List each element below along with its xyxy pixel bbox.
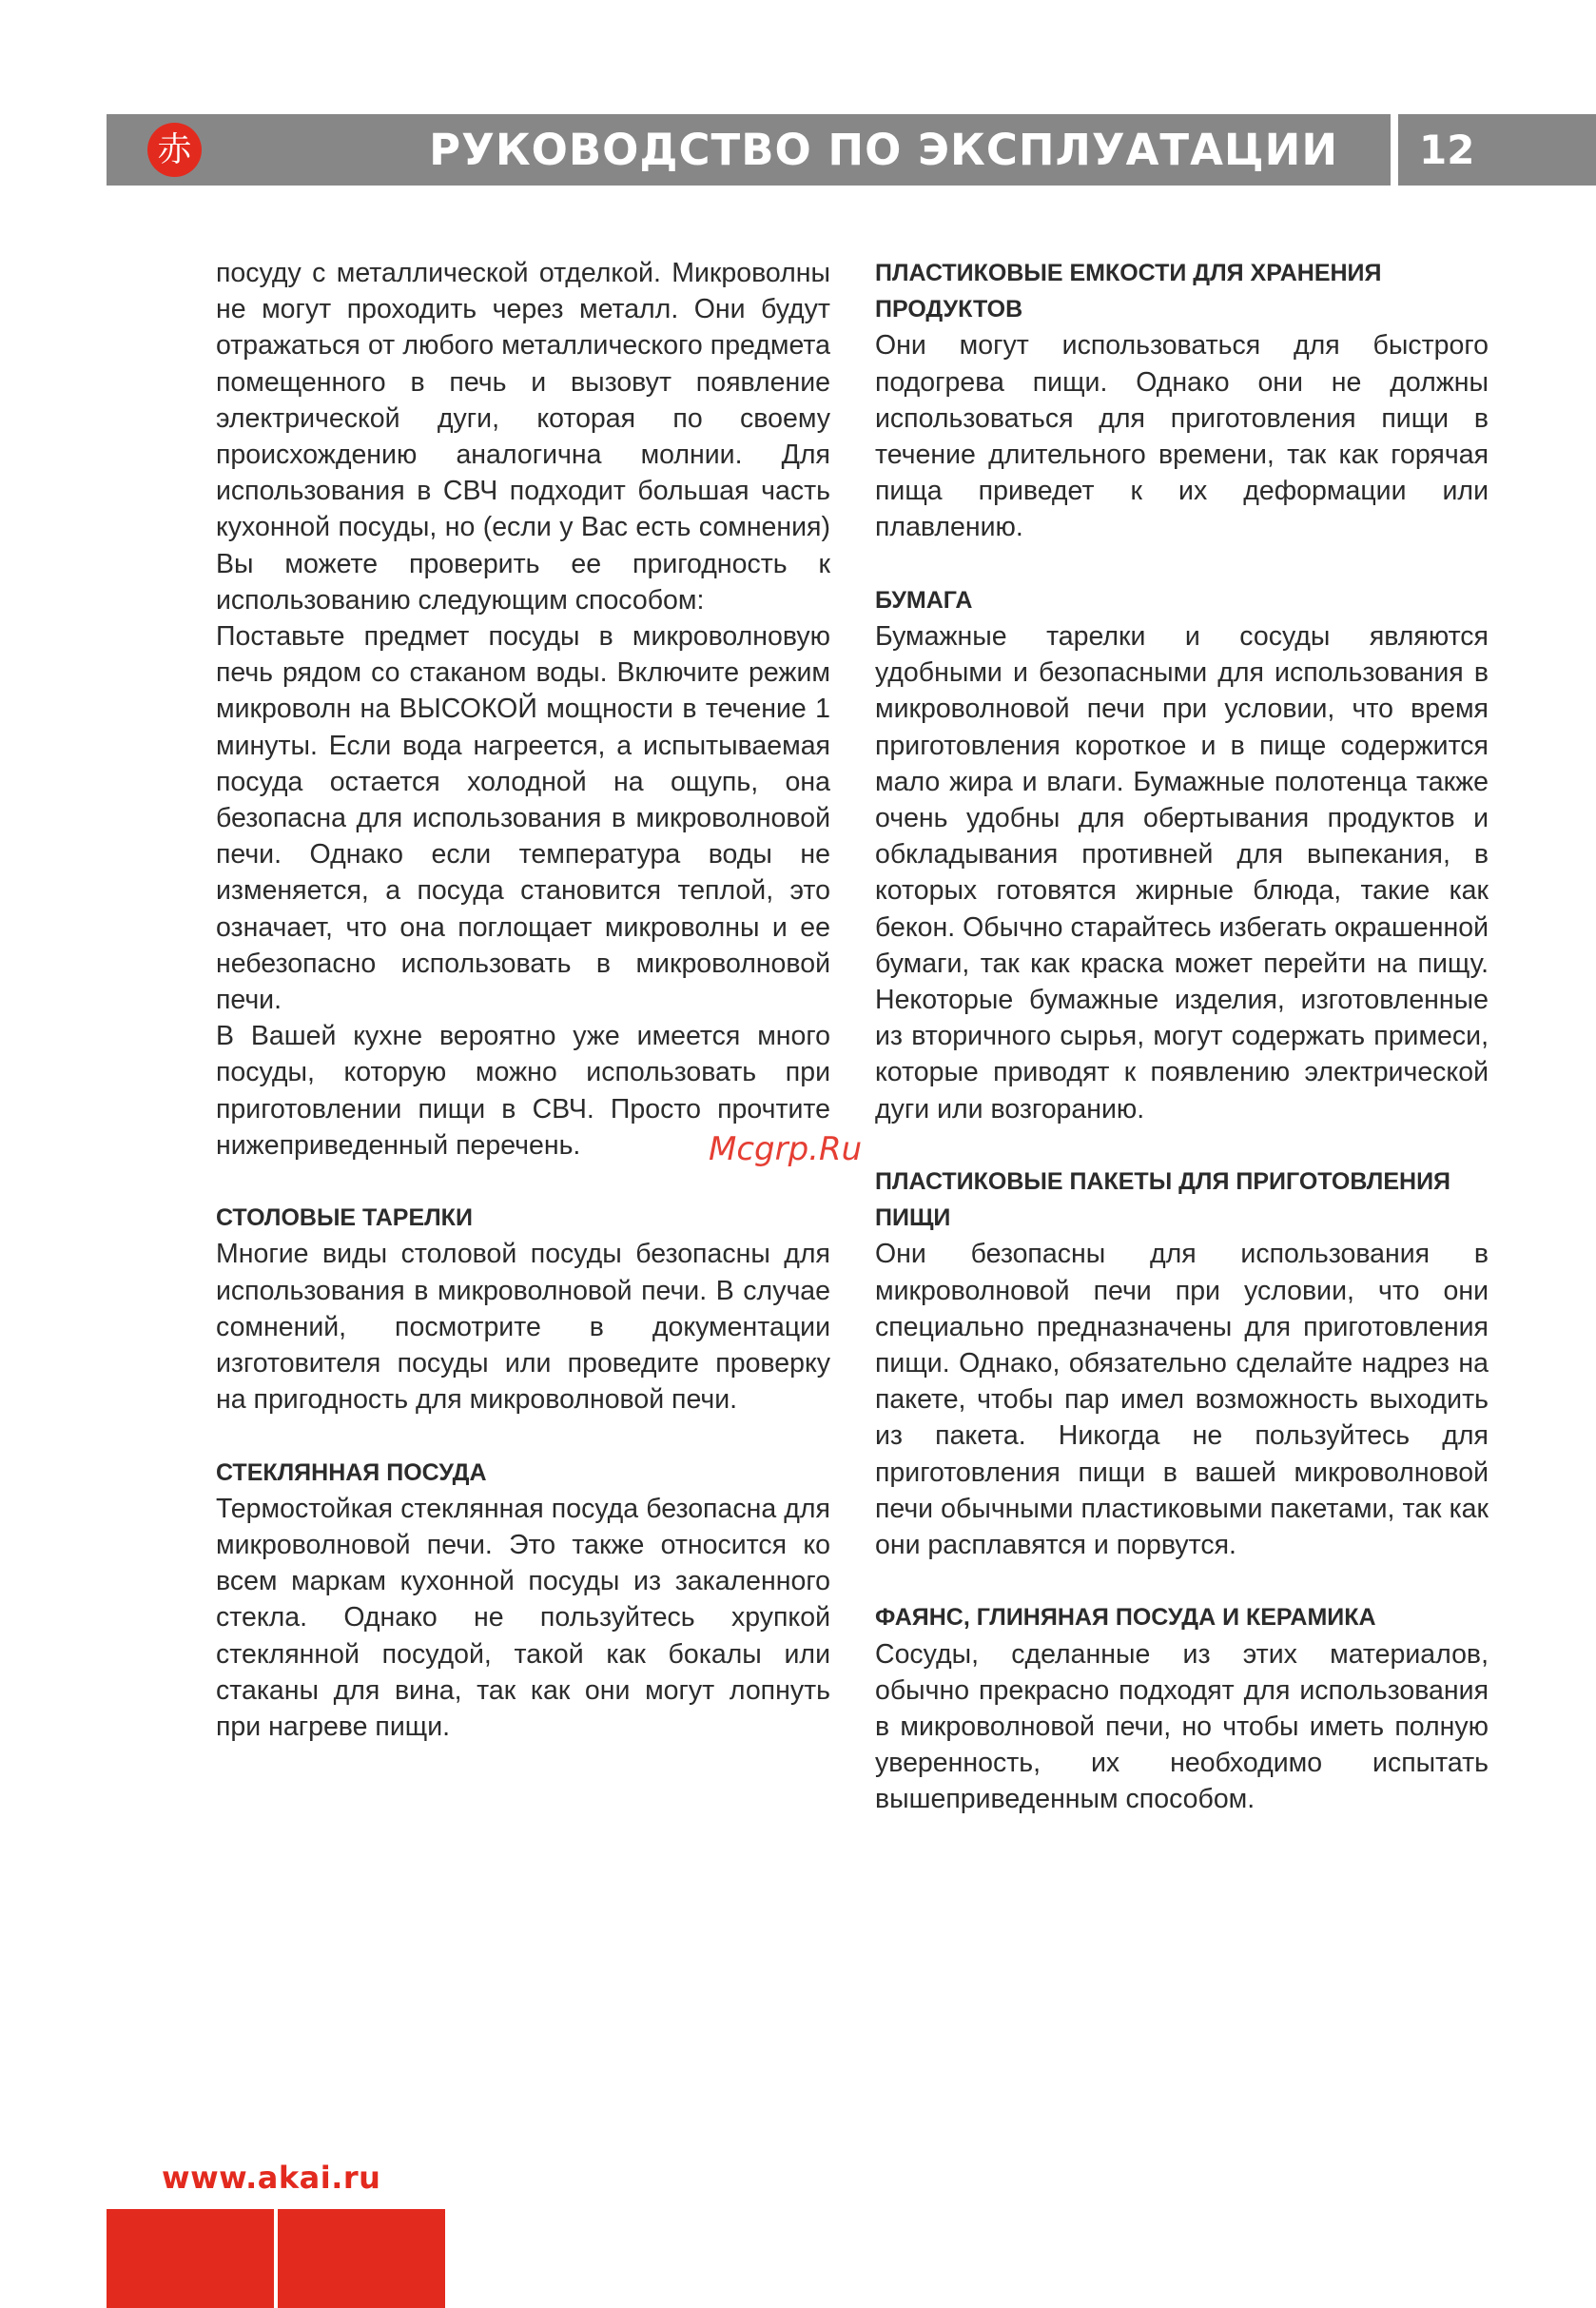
page-number-box <box>1398 114 1596 186</box>
spacer <box>875 546 1489 582</box>
glass-heading: СТЕКЛЯННАЯ ПОСУДА <box>216 1458 487 1486</box>
left-column <box>216 255 830 1745</box>
spacer <box>875 1127 1489 1164</box>
intro-paragraph: посуду с металлической отделкой. Микроволны не могут проходить через металл. Они будут отражаться от любого металлического предмета помещенного в печь и вызовут появление электрической дуги, которая по своему происхождению аналогична молнии. Для использования в СВЧ подходит большая часть кухонной посуды, но (если у Вас есть сомнения) Вы можете проверить ее пригодность к использованию следующим способом: <box>216 258 830 616</box>
ceramics-paragraph: Сосуды, сделанные из этих материалов, обычно прекрасно подходят для использования в микроволновой печи, но чтобы иметь полную уверенность, их необходимо испытать вышеприведенным способом. <box>875 1638 1489 1815</box>
footer-red-block-right <box>278 2209 445 2308</box>
paper-paragraph: Бумажные тарелки и сосуды являются удобными и безопасными для использования в микроволновой печи при условии, что время приготовления короткое и в пище содержится мало жира и влаги. Бумажные полотенца также очень удобны для обертывания продуктов и обкладывания противней для выпекания, в которых готовятся жирные блюда, такие как бекон. Обычно старайтесь избегать окрашенной бумаги, так как краска может перейти на пищу. Некоторые бумажные изделия, изготовленные из вторичного сырья, могут содержать примеси, которые приводят к появлению электрической дуги или возгоранию. <box>875 621 1489 1125</box>
bags-paragraph: Они безопасны для использования в микроволновой печи при условии, что они специально предназначены для приготовления пищи. Однако, обязательно сделайте надрез на пакете, чтобы пар имел возможность выходить из пакета. Никогда не пользуйтесь для приготовления пищи в вашей микроволновой печи обычными пластиковыми пакетами, так как они расплавятся и порвутся. <box>875 1239 1489 1561</box>
plates-paragraph: Многие виды столовой посуды безопасны для использования в микроволновой печи. В случае сомнений, посмотрите в документации изготовителя посуды или проведите проверку на пригодность для микроволновой печи. <box>216 1239 830 1416</box>
ceramics-heading: ФАЯНС, ГЛИНЯНАЯ ПОСУДА И КЕРАМИКА <box>875 1604 1376 1632</box>
spacer <box>216 1418 830 1454</box>
test-paragraph: Поставьте предмет посуды в микроволновую печь рядом со стаканом воды. Включите режим микроволн на ВЫСОКОЙ мощности в течение 1 минуты. Если вода нагреется, а испытываемая посуда остается холодной на ощупь, она безопасна для использования в микроволновой печи. Однако если температура воды не изменяется, а посуда становится теплой, это означает, что она поглощает микроволны и ее небезопасно использовать в микроволновой печи. <box>216 621 830 1016</box>
plates-heading: СТОЛОВЫЕ ТАРЕЛКИ <box>216 1204 473 1232</box>
footer-website-link[interactable]: www.akai.ru <box>162 2160 381 2196</box>
spacer <box>875 1563 1489 1599</box>
containers-paragraph: Они могут использоваться для быстрого подогрева пищи. Однако они не должны использоваться для приготовления пищи в течение длительного времени, так как горячая пища приведет к их деформации или плавлению. <box>875 330 1489 543</box>
right-column <box>875 255 1489 1818</box>
page-title: РУКОВОДСТВО ПО ЭКСПЛУАТАЦИИ <box>429 125 1338 175</box>
watermark: Mcgrp.Ru <box>709 1130 863 1168</box>
kitchen-paragraph: В Вашей кухне вероятно уже имеется много посуды, которую можно использовать при приготовлении пищи в СВЧ. Просто прочтите нижеприведенный перечень. <box>216 1021 830 1161</box>
footer-red-block-left <box>107 2209 274 2308</box>
glass-paragraph: Термостойкая стеклянная посуда безопасна для микроволновой печи. Это также относится ко всем маркам кухонной посуды из закаленного стекла. Однако не пользуйтесь хрупкой стеклянной посудой, такой как бокалы или стаканы для вина, так как они могут лопнуть при нагреве пищи. <box>216 1493 830 1743</box>
spacer <box>216 1164 830 1200</box>
containers-heading: ПЛАСТИКОВЫЕ ЕМКОСТИ ДЛЯ ХРАНЕНИЯ ПРОДУКТОВ <box>875 260 1382 323</box>
paper-heading: БУМАГА <box>875 586 973 614</box>
page-number: 12 <box>1419 127 1475 173</box>
akai-logo-icon <box>147 123 202 177</box>
logo-glyph: 赤 <box>157 129 192 169</box>
bags-heading: ПЛАСТИКОВЫЕ ПАКЕТЫ ДЛЯ ПРИГОТОВЛЕНИЯ ПИЩИ <box>875 1168 1451 1232</box>
header-bar <box>107 114 1391 186</box>
